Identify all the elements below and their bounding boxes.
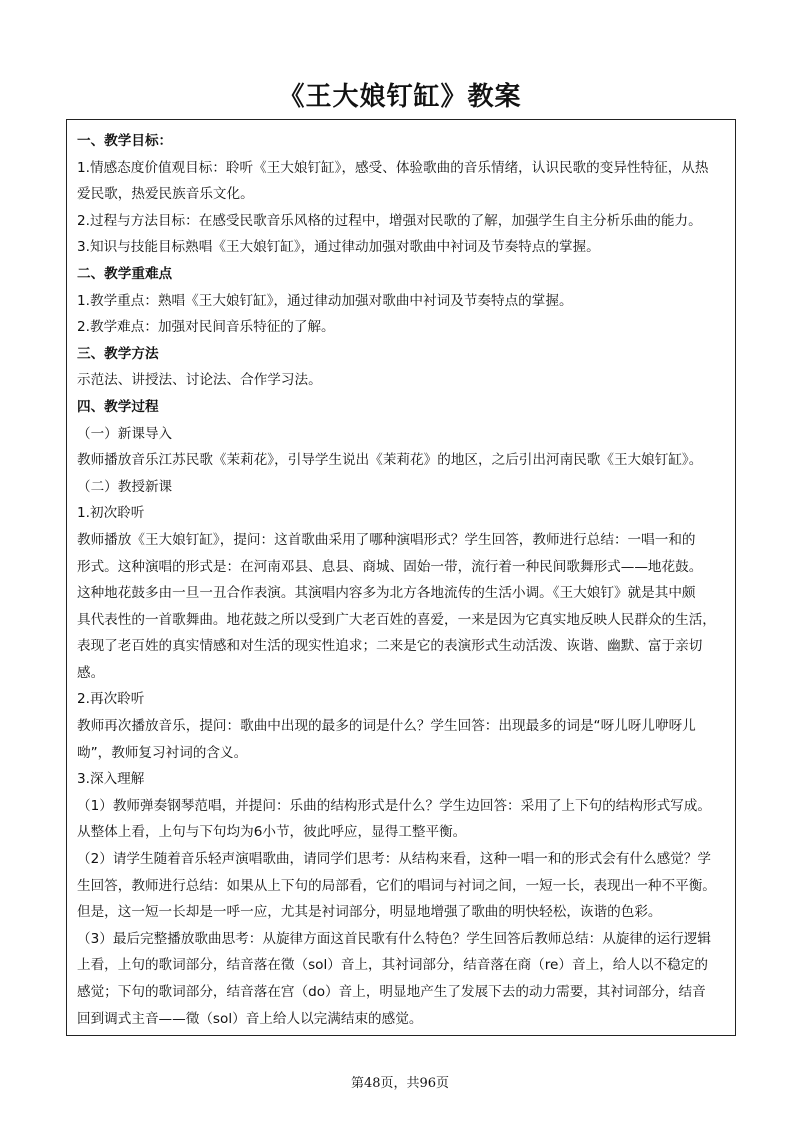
section-heading: 三、教学方法 — [77, 345, 159, 362]
text-line: 1.情感态度价值观目标：聆听《王大娘钉缸》，感受、体验歌曲的音乐情绪，认识民歌的变异性特征，从热 — [77, 159, 709, 176]
text-line: 呦”，教师复习衬词的含义。 — [77, 744, 248, 761]
text-line: 爱民歌，热爱民族音乐文化。 — [77, 186, 254, 203]
text-line: （3）最后完整播放歌曲思考：从旋律方面这首民歌有什么特色？学生回答后教师总结：从旋律的运行逻辑 — [77, 930, 711, 947]
text-line: 1.初次聆听 — [77, 505, 145, 522]
text-line: 教师再次播放音乐，提问：歌曲中出现的最多的词是什么？学生回答：出现最多的词是“呀儿呀儿咿呀儿 — [77, 718, 696, 735]
text-line: （二）教授新课 — [77, 478, 173, 495]
text-line: 教师播放《王大娘钉缸》，提问：这首歌曲采用了哪种演唱形式？学生回答，教师进行总结：一唱一和的 — [77, 531, 696, 548]
text-line: （2）请学生随着音乐轻声演唱歌曲，请同学们思考：从结构来看，这种一唱一和的形式会有什么感觉？学 — [77, 851, 711, 868]
text-line: 但是，这一短一长却是一呼一应，尤其是衬词部分，明显地增强了歌曲的明快轻松，诙谐的色彩。 — [77, 904, 662, 921]
page-number: 第48页，共96页 — [350, 1076, 450, 1091]
text-line: 1.教学重点：熟唱《王大娘钉缸》，通过律动加强对歌曲中衬词及节奏特点的掌握。 — [77, 292, 573, 309]
text-line: 示范法、讲授法、讨论法、合作学习法。 — [77, 372, 322, 389]
text-line: 具代表性的一首歌舞曲。地花鼓之所以受到广大老百姓的喜爱，一来是因为它真实地反映人民群众的生活， — [77, 611, 716, 628]
text-line: 2.再次聆听 — [77, 691, 145, 708]
text-line: 感。 — [77, 664, 105, 681]
text-line: 教师播放音乐江苏民歌《茉莉花》，引导学生说出《茉莉花》的地区，之后引出河南民歌《王大娘钉缸》。 — [77, 452, 703, 469]
text-line: （1）教师弹奏钢琴范唱，并提问：乐曲的结构形式是什么？学生边回答：采用了上下句的结构形式写成。 — [77, 797, 711, 814]
text-line: 回到调式主音——徵（sol）音上给人以完满结束的感觉。 — [77, 1010, 423, 1027]
text-line: 3.知识与技能目标熟唱《王大娘钉缸》，通过律动加强对歌曲中衬词及节奏特点的掌握。 — [77, 239, 600, 256]
text-line: 3.深入理解 — [77, 771, 145, 788]
text-line: 上看，上句的歌词部分，结音落在徵（sol）音上，其衬词部分，结音落在商（re）音上，给人以不稳定的 — [77, 957, 708, 974]
text-line: 感觉；下句的歌词部分，结音落在宫（do）音上，明显地产生了发展下去的动力需要，其衬词部分，结音 — [77, 984, 706, 1000]
text-line: 从整体上看，上句与下句均为6小节，彼此呼应，显得工整平衡。 — [77, 824, 467, 841]
text-line: 表现了老百姓的真实情感和对生活的现实性追求；二来是它的表演形式生动活泼、诙谐、幽默、富于亲切 — [77, 638, 703, 655]
text-line: 2.教学难点：加强对民间音乐特征的了解。 — [77, 319, 335, 336]
page-title: 《王大娘钉缸》教案 — [278, 82, 522, 112]
section-heading: 一、教学目标： — [77, 133, 173, 149]
text-line: 2.过程与方法目标：在感受民歌音乐风格的过程中，增强对民歌的了解，加强学生自主分析乐曲的能力。 — [77, 212, 702, 229]
section-heading: 二、教学重难点 — [77, 265, 173, 282]
lesson-plan-table — [66, 119, 736, 1036]
section-heading: 四、教学过程 — [77, 398, 159, 415]
text-line: 这种地花鼓多由一旦一丑合作表演。其演唱内容多为北方各地流传的生活小调。《王大娘钉》就是其中颇 — [77, 585, 696, 602]
text-line: 形式。这种演唱的形式是：在河南邓县、息县、商城、固始一带，流行着一种民间歌舞形式——地花鼓。 — [77, 558, 703, 575]
text-line: 生回答，教师进行总结：如果从上下句的局部看，它们的唱词与衬词之间，一短一长，表现出一种不平衡。 — [77, 877, 716, 894]
text-line: （一）新课导入 — [77, 425, 173, 442]
